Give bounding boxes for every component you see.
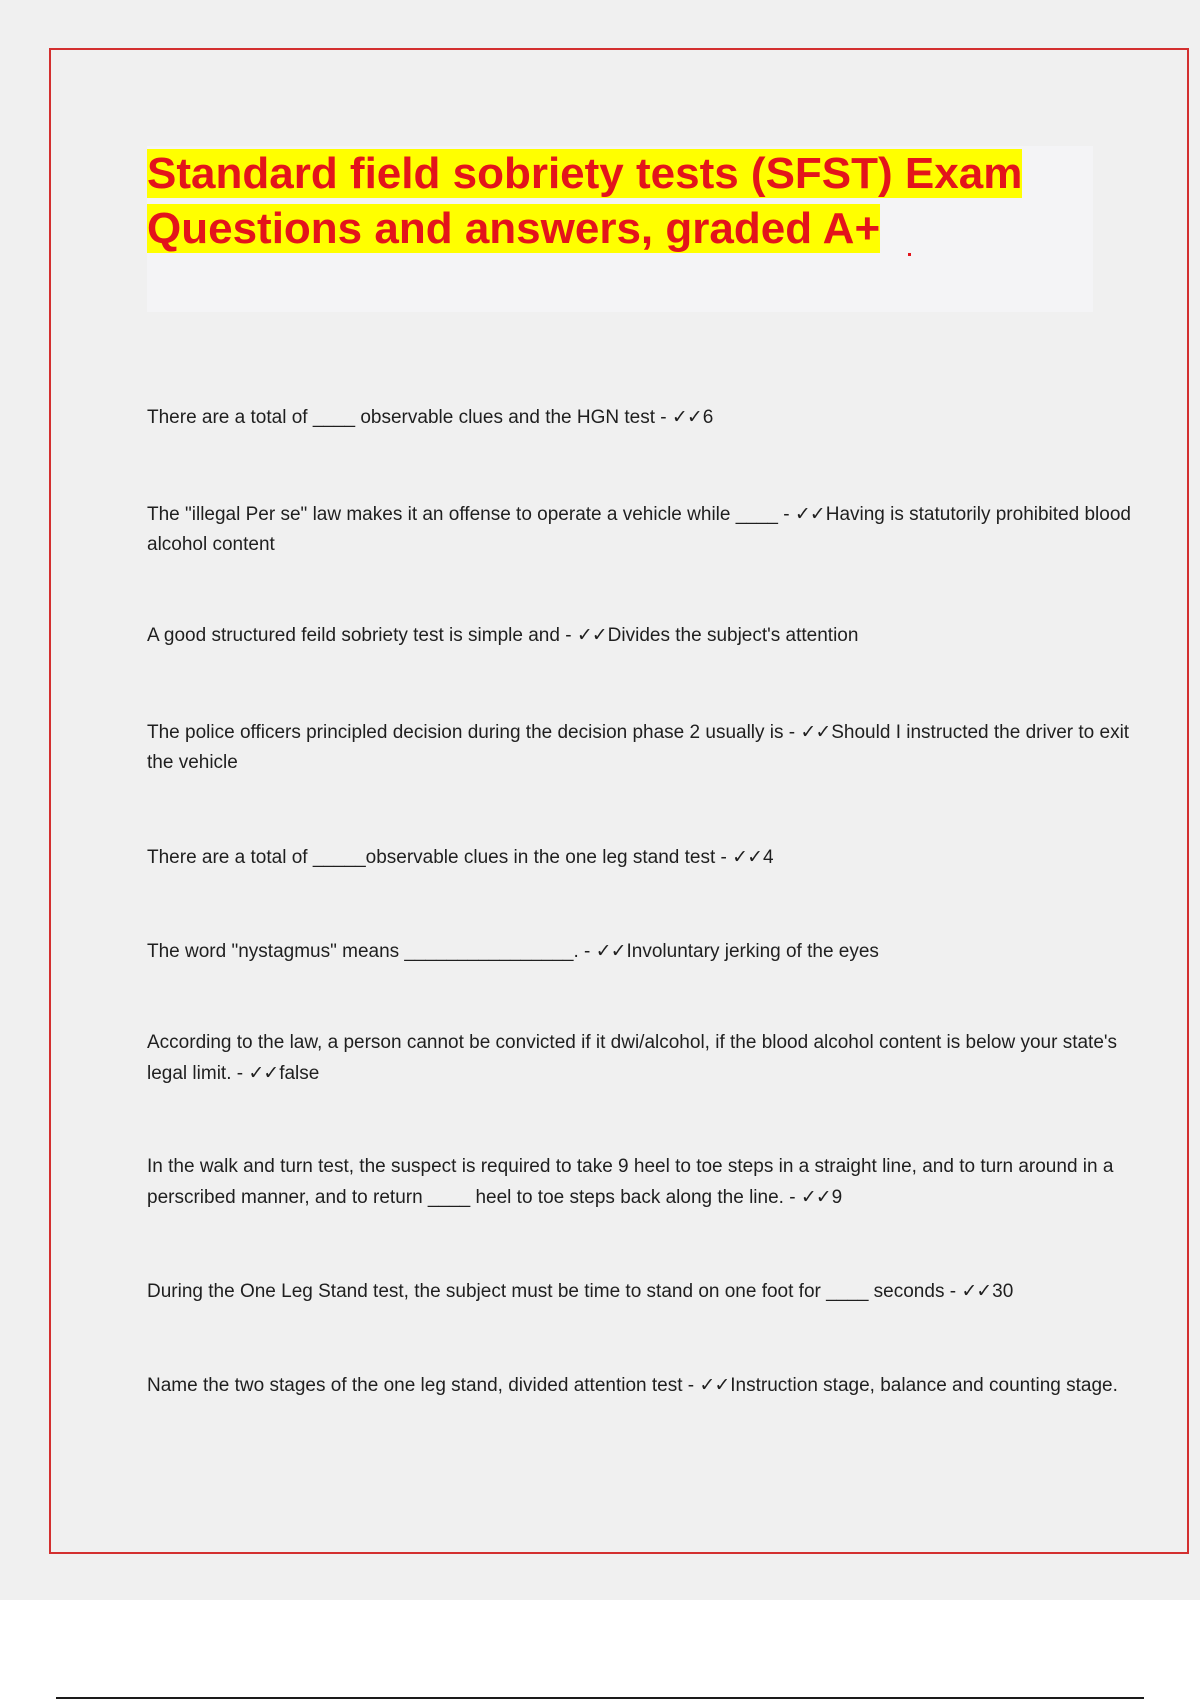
answer-text: 4 <box>763 847 774 868</box>
document-frame <box>49 48 1189 1554</box>
answer-text: Divides the subject's attention <box>607 625 859 646</box>
bottom-rule <box>56 1697 1144 1699</box>
qa-item <box>147 620 1137 651</box>
double-check-icon: ✓✓ <box>671 406 702 428</box>
question-text: The word "nystagmus" means ________________. - <box>147 941 596 962</box>
qa-item <box>147 1370 1137 1401</box>
answer-text: false <box>279 1063 320 1084</box>
double-check-icon: ✓✓ <box>800 1186 831 1208</box>
qa-item <box>147 1152 1137 1213</box>
double-check-icon: ✓✓ <box>248 1062 279 1084</box>
answer-text: Should I instructed the driver to exit the vehicle <box>147 722 1130 773</box>
qa-item <box>147 717 1137 778</box>
document-title <box>147 146 1093 256</box>
answer-text: Involuntary jerking of the eyes <box>626 941 879 962</box>
question-text: According to the law, a person cannot be convicted if it dwi/alcohol, if the blood alcohol content is below your state's legal limit. - <box>147 1032 1118 1084</box>
question-text: There are a total of ____ observable clues and the HGN test - <box>147 407 672 428</box>
double-check-icon: ✓✓ <box>699 1374 730 1396</box>
title-box <box>147 146 1093 312</box>
question-text: During the One Leg Stand test, the subject must be time to stand on one foot for ____ seconds - <box>147 1281 962 1302</box>
double-check-icon: ✓✓ <box>595 940 626 962</box>
double-check-icon: ✓✓ <box>794 503 825 525</box>
double-check-icon: ✓✓ <box>800 721 831 743</box>
qa-item <box>147 1028 1137 1089</box>
qa-item <box>147 842 1137 873</box>
question-text: A good structured feild sobriety test is simple and - <box>147 625 577 646</box>
question-text: The police officers principled decision during the decision phase 2 usually is - <box>147 722 801 743</box>
qa-item <box>147 402 1137 433</box>
question-text: Name the two stages of the one leg stand, divided attention test - <box>147 1375 700 1396</box>
answer-text: 6 <box>702 407 714 428</box>
question-text: There are a total of _____observable clues in the one leg stand test - <box>147 847 733 868</box>
double-check-icon: ✓✓ <box>961 1280 992 1302</box>
answer-text: Having is statutorily prohibited blood alcohol content <box>147 504 1131 555</box>
question-text: In the walk and turn test, the suspect is required to take 9 heel to toe steps in a straight line, and to turn around in a perscribed manner, and to return ____ heel to toe steps back along the line. - <box>147 1156 1114 1208</box>
double-check-icon: ✓✓ <box>576 624 607 646</box>
document-title-text: Standard field sobriety tests (SFST) Exam Questions and answers, graded A+ <box>147 149 1023 253</box>
title-dot <box>908 253 911 256</box>
qa-list <box>147 402 1137 1401</box>
double-check-icon: ✓✓ <box>732 846 762 868</box>
answer-text: Instruction stage, balance and counting stage. <box>730 1375 1118 1396</box>
qa-item <box>147 1276 1137 1307</box>
answer-text: 9 <box>831 1187 843 1208</box>
qa-item <box>147 936 1137 967</box>
question-text: The "illegal Per se" law makes it an offense to operate a vehicle while ____ - <box>147 504 795 525</box>
qa-item <box>147 499 1137 560</box>
answer-text: 30 <box>992 1281 1014 1302</box>
